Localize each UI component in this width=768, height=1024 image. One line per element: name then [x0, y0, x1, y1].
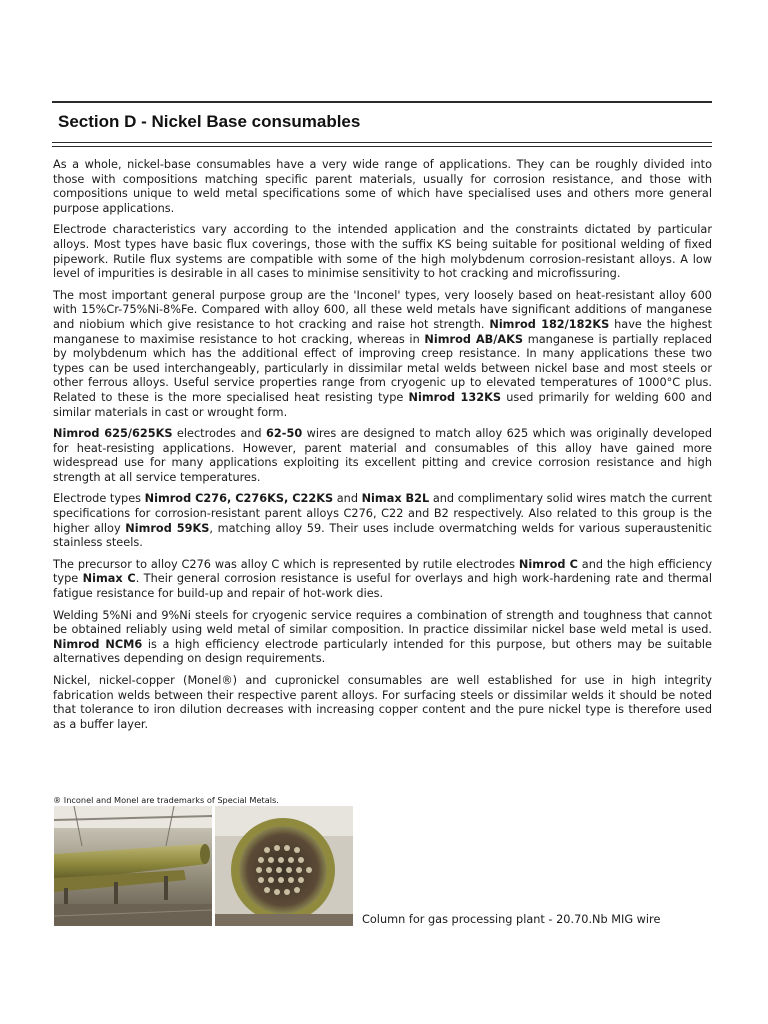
product-name: Nimrod 59KS: [125, 521, 210, 535]
paragraph-3: [53, 289, 712, 420]
photo-caption: Column for gas processing plant - 20.70.Nb MIG wire: [362, 913, 661, 926]
text-run: and the high efficiency type: [53, 557, 713, 586]
text-run: Electrode characteristics vary according to the intended application and the constraints dictated by particular alloys. Most types have basic flux coverings, those with the suffix KS being suitable for positional welding of fixed pipework. Rutile flux systems are compatible with some of the high molybdenum corrosion-resistant alloys. A low level of impurities is desirable in all cases to minimise sensitivity to hot cracking and microfissuring.: [53, 223, 712, 281]
product-name: Nimax C: [82, 572, 136, 586]
product-name: Nimrod NCM6: [53, 637, 143, 651]
product-name: Nimrod 182/182KS: [489, 317, 610, 331]
trademark-note: ® Inconel and Monel are trademarks of Special Metals.: [53, 795, 279, 805]
text-run: The most important general purpose group are the 'Inconel' types, very loosely based on heat-resistant alloy 600 with 15%Cr-75%Ni-8%Fe. Compared with alloy 600, all these weld metals have significant additions of manganese and niobium which give resistance to hot cracking and raise hot strength.: [53, 288, 712, 331]
text-run: Electrode types: [53, 492, 145, 506]
product-name: Nimrod AB/AKS: [424, 332, 524, 346]
text-run: . Their general corrosion resistance is useful for overlays and high work-hardening rate and thermal fatigue resistance for build-up and repair of hot-work dies.: [53, 572, 712, 601]
page-title: Section D - Nickel Base consumables: [58, 112, 361, 131]
text-run: and complimentary solid wires match the current specifications for corrosion-resistant parent alloys C276, C22 and B2 respectively. Also related to this group is the higher alloy: [53, 492, 712, 535]
paragraph-6: [53, 558, 712, 602]
paragraph-4: [53, 427, 712, 485]
text-run: electrodes and: [172, 427, 267, 441]
text-run: Welding 5%Ni and 9%Ni steels for cryogenic service requires a combination of strength and toughness that cannot be obtained reliably using weld metal of similar composition. In practice dissimilar nickel base weld metal is used.: [53, 608, 712, 637]
photo-column-workshop: [54, 806, 212, 926]
paragraph-8: [53, 674, 712, 732]
paragraph-2: [53, 223, 712, 281]
text-run: Nickel, nickel-copper (Monel®) and cupronickel consumables are well established for use in high integrity fabrication welds between their respective parent alloys. For surfacing steels or dissimilar welds it should be noted that tolerance to iron dilution decreases with increasing copper content and the pure nickel type is therefore used as a buffer layer.: [53, 674, 712, 731]
product-name: Nimrod 132KS: [408, 390, 502, 404]
photo-vessel-interior: [215, 806, 353, 926]
product-name: Nimax B2L: [361, 492, 430, 506]
paragraph-5: [53, 492, 712, 550]
text-run: wires are designed to match alloy 625 which was originally developed for heat-resisting applications. However, parent material and consumables of this alloy have gained more widespread use for many applications exploiting its excellent pitting and crevice corrosion resistance and high strength at all service temperatures.: [53, 427, 712, 484]
product-name: 62-50: [266, 427, 303, 441]
text-run: The precursor to alloy C276 was alloy C which is represented by rutile electrodes: [53, 557, 519, 571]
text-run: and: [333, 492, 362, 506]
title-rule-upper: [52, 142, 712, 143]
product-name: Nimrod 625/625KS: [53, 427, 173, 441]
text-run: have the highest manganese to maximise resistance to hot cracking, whereas in: [53, 317, 712, 346]
text-run: used primarily for welding 600 and similar materials in cast or wrought form.: [53, 390, 712, 419]
text-run: manganese is partially replaced by molybdenum which has the additional effect of improving creep resistance. In many applications these two types can be used interchangeably, particularly in dissimilar metal welds between nickel base and most steels or other ferrous alloys. Useful service properties range from cryogenic up to elevated temperatures of 1000°C plus. Related to these is the more specialised heat resisting type: [53, 332, 713, 404]
title-rule-lower: [52, 146, 712, 147]
paragraph-1: [53, 158, 712, 216]
paragraph-7: [53, 609, 712, 667]
text-run: , matching alloy 59. Their uses include overmatching welds for various superaustenitic stainless steels.: [53, 521, 713, 550]
body-text: [53, 158, 712, 739]
product-name: Nimrod C276, C276KS, C22KS: [144, 492, 334, 506]
text-run: is a high efficiency electrode particularly intended for this purpose, but others may be suitable alternatives depending on design requirements.: [53, 637, 712, 666]
product-name: Nimrod C: [518, 557, 578, 571]
text-run: As a whole, nickel-base consumables have a very wide range of applications. They can be roughly divided into those with compositions matching specific parent materials, usually for corrosion resistance, and those with compositions unique to weld metal specifications some of which have specialised uses and others more general purpose applications.: [53, 158, 712, 215]
top-rule: [52, 101, 712, 103]
